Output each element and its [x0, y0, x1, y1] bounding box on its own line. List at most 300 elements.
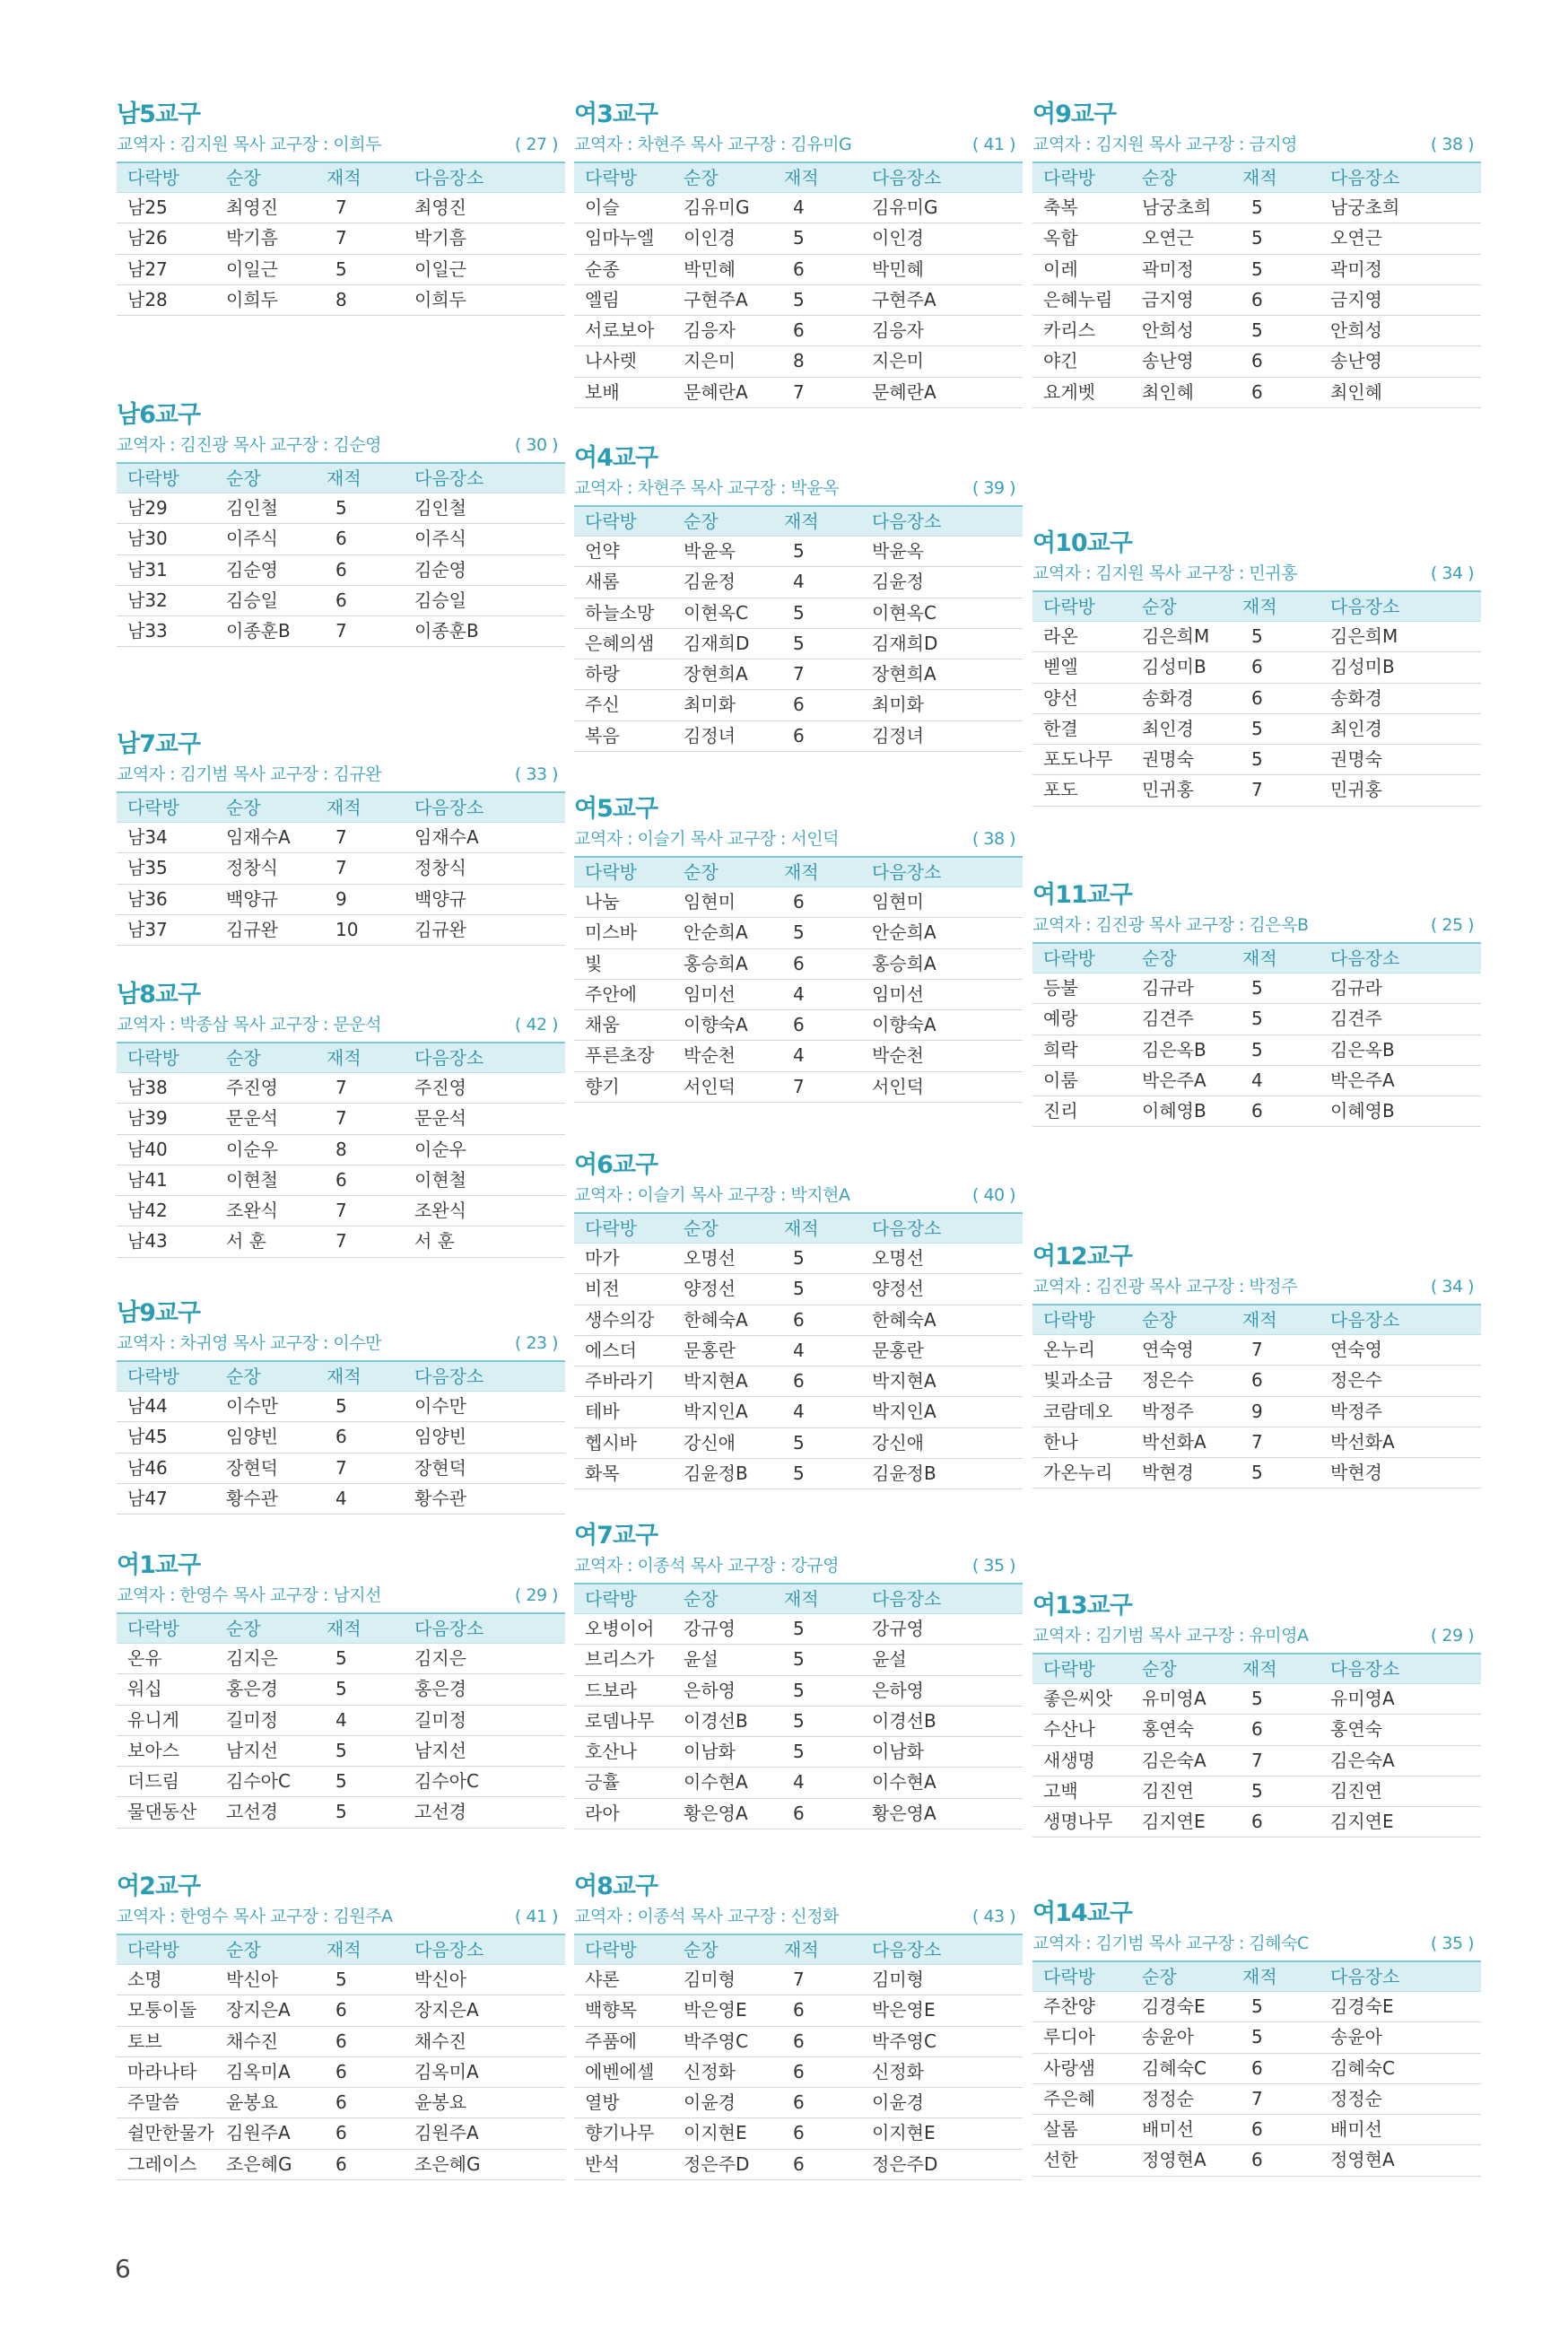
district-block [574, 99, 1023, 408]
table-row [1032, 2115, 1481, 2145]
pastor-leader-label: 교역자 : 김기범 목사 교구장 : 김규완 [117, 764, 381, 784]
table-row [574, 980, 1023, 1010]
leader-name: 김경숙E [1142, 1995, 1206, 2017]
column-header: 재적 [1242, 947, 1277, 969]
enrollment: 6 [1251, 2149, 1263, 2171]
next-location: 홍은경 [414, 1678, 466, 1700]
table-row [117, 2150, 565, 2180]
group-name: 마라나타 [127, 2060, 197, 2082]
next-location: 박기흠 [414, 227, 466, 249]
enrollment: 6 [1251, 686, 1263, 709]
next-location: 이희두 [414, 288, 466, 310]
leader-name: 김규라 [1142, 977, 1194, 999]
column-header: 순장 [226, 1618, 261, 1639]
pastor-leader-label: 교역자 : 차현주 목사 교구장 : 김유미G [574, 135, 852, 154]
member-count: ( 40 ) [971, 1185, 1015, 1205]
table-row [117, 2088, 565, 2118]
column-header: 다락방 [585, 1588, 637, 1610]
next-location: 김규완 [414, 918, 466, 940]
table-row [574, 721, 1023, 752]
next-location: 이수만 [414, 1395, 466, 1417]
district-table [1032, 162, 1481, 408]
leader-name: 유미영A [1142, 1688, 1206, 1709]
leader-name: 김성미B [1142, 656, 1206, 678]
table-row [117, 915, 565, 946]
next-location: 윤봉요 [414, 2091, 466, 2114]
member-count: ( 33 ) [514, 764, 558, 784]
group-name: 주신 [585, 694, 620, 716]
leader-name: 권명숙 [1142, 748, 1194, 771]
column-header: 순장 [684, 1218, 719, 1239]
district-block [117, 99, 565, 316]
group-name: 하랑 [585, 663, 620, 685]
enrollment: 5 [793, 1462, 805, 1485]
table-row [117, 2118, 565, 2149]
leader-name: 서 훈 [226, 1230, 266, 1253]
next-location: 김옥미A [414, 2060, 479, 2082]
table-row [574, 1072, 1023, 1103]
group-name: 한결 [1043, 717, 1078, 739]
enrollment: 5 [335, 1739, 347, 1761]
district-table [574, 1934, 1023, 2180]
enrollment: 5 [1251, 2026, 1263, 2048]
next-location: 이윤경 [872, 2091, 924, 2114]
next-location: 조완식 [414, 1200, 466, 1222]
leader-name: 김재희D [684, 632, 750, 654]
enrollment: 6 [793, 2152, 805, 2175]
district-info [574, 131, 1023, 158]
group-name: 남38 [127, 1077, 168, 1098]
pastor-leader-label: 교역자 : 차귀영 목사 교구장 : 이수만 [117, 1333, 381, 1353]
enrollment: 5 [793, 540, 805, 562]
column-header: 순장 [684, 511, 719, 532]
district-title: 남8교구 [117, 981, 201, 1008]
column-header: 다음장소 [1330, 1309, 1400, 1331]
next-location: 임양빈 [414, 1426, 466, 1448]
leader-name: 김옥미A [226, 2060, 291, 2082]
table-row [117, 1392, 565, 1422]
enrollment: 4 [793, 1401, 805, 1423]
column-header: 다락방 [127, 1939, 179, 1960]
table-row [117, 1767, 565, 1797]
table-header [1032, 944, 1481, 973]
next-location: 박정주 [1330, 1400, 1382, 1422]
leader-name: 정은수 [1142, 1369, 1194, 1392]
leader-name: 오명선 [684, 1247, 736, 1269]
table-header [574, 163, 1023, 193]
enrollment: 7 [1251, 1339, 1263, 1360]
leader-name: 박지현A [684, 1370, 748, 1392]
member-count: ( 35 ) [971, 1556, 1015, 1576]
column-header: 다락방 [1043, 1309, 1095, 1331]
leader-name: 고선경 [226, 1801, 278, 1823]
group-name: 소명 [127, 1969, 162, 1990]
district-table [1032, 1653, 1481, 1838]
enrollment: 7 [335, 1456, 347, 1479]
column-header: 순장 [1142, 1658, 1177, 1680]
table-row [117, 1196, 565, 1227]
column-header: 다락방 [1043, 947, 1095, 969]
next-location: 서인덕 [872, 1075, 924, 1097]
table-header [117, 1362, 565, 1392]
district-table [1032, 942, 1481, 1127]
group-name: 선한 [1043, 2149, 1078, 2171]
table-row [574, 1459, 1023, 1489]
enrollment: 6 [335, 528, 347, 550]
member-count: ( 23 ) [514, 1333, 558, 1353]
enrollment: 5 [793, 1679, 805, 1701]
enrollment: 6 [793, 952, 805, 974]
pastor-leader-label: 교역자 : 이종석 목사 교구장 : 강규영 [574, 1556, 839, 1576]
table-row [1032, 1777, 1481, 1807]
enrollment: 6 [793, 1308, 805, 1331]
column-header: 다락방 [585, 1939, 637, 1960]
leader-name: 김원주A [226, 2122, 291, 2144]
table-header [574, 1585, 1023, 1614]
group-name: 남34 [127, 826, 168, 848]
member-count: ( 30 ) [514, 435, 558, 455]
table-row [574, 949, 1023, 980]
leader-name: 채수진 [226, 2030, 278, 2052]
next-location: 김지은 [414, 1647, 466, 1669]
district-block [1032, 1590, 1481, 1838]
table-row [574, 1010, 1023, 1041]
next-location: 박현경 [1330, 1462, 1382, 1484]
group-name: 로뎀나무 [585, 1709, 655, 1732]
table-header [574, 858, 1023, 887]
next-location: 임현미 [872, 891, 924, 912]
pastor-leader-label: 교역자 : 김지원 목사 교구장 : 이희두 [117, 135, 381, 154]
pastor-leader-label: 교역자 : 김진광 목사 교구장 : 박정주 [1032, 1277, 1297, 1296]
member-count: ( 41 ) [971, 135, 1015, 154]
next-location: 송난영 [1330, 350, 1382, 372]
leader-name: 박윤옥 [684, 540, 736, 562]
district-info [574, 1182, 1023, 1209]
next-location: 채수진 [414, 2030, 466, 2052]
group-name: 카리스 [1043, 319, 1095, 342]
column-header: 다락방 [1043, 1658, 1095, 1680]
leader-name: 민귀홍 [1142, 779, 1194, 801]
district-table [117, 1360, 565, 1515]
enrollment: 4 [335, 1487, 347, 1509]
group-name: 백향목 [585, 1999, 637, 2021]
column-header: 다음장소 [414, 1366, 484, 1387]
enrollment: 7 [335, 1230, 347, 1253]
group-name: 남43 [127, 1230, 168, 1253]
group-name: 푸른초장 [585, 1044, 655, 1067]
leader-name: 송화경 [1142, 686, 1194, 709]
group-name: 이레 [1043, 258, 1078, 280]
enrollment: 7 [793, 1075, 805, 1097]
member-count: ( 27 ) [514, 135, 558, 154]
next-location: 장현희A [872, 663, 936, 685]
table-row [574, 1336, 1023, 1366]
next-location: 오연근 [1330, 227, 1382, 249]
next-location: 김지연E [1330, 1811, 1394, 1833]
next-location: 박주영C [872, 2030, 936, 2052]
leader-name: 박선화A [1142, 1430, 1206, 1453]
enrollment: 6 [793, 319, 805, 342]
district-info [117, 1011, 565, 1038]
column-header: 재적 [327, 1047, 362, 1069]
leader-name: 김규완 [226, 918, 278, 940]
enrollment: 6 [335, 2152, 347, 2175]
leader-name: 한혜숙A [684, 1308, 748, 1331]
enrollment: 5 [793, 1741, 805, 1763]
table-row [574, 316, 1023, 346]
column-header: 재적 [784, 1218, 819, 1239]
next-location: 김진연 [1330, 1779, 1382, 1802]
enrollment: 6 [335, 1426, 347, 1448]
table-row [1032, 316, 1481, 346]
group-name: 새생명 [1043, 1749, 1095, 1771]
enrollment: 7 [793, 1969, 805, 1990]
table-row [117, 823, 565, 853]
leader-name: 이윤경 [684, 2091, 736, 2114]
enrollment: 6 [1251, 1811, 1263, 1833]
leader-name: 남궁초희 [1142, 196, 1212, 218]
column-header: 순장 [1142, 596, 1177, 617]
next-location: 김경숙E [1330, 1995, 1394, 2017]
group-name: 임마누엘 [585, 227, 655, 249]
next-location: 지은미 [872, 350, 924, 372]
leader-name: 김미형 [684, 1969, 736, 1990]
district-title: 여3교구 [574, 100, 658, 128]
enrollment: 4 [793, 1339, 805, 1361]
table-row [117, 1227, 565, 1257]
table-row [1032, 745, 1481, 775]
leader-name: 장현덕 [226, 1456, 278, 1479]
next-location: 김재희D [872, 632, 938, 654]
leader-name: 박은영E [684, 1999, 747, 2021]
group-name: 에벤에셀 [585, 2060, 655, 2082]
next-location: 정은수 [1330, 1369, 1382, 1392]
district-info [1032, 1622, 1481, 1649]
pastor-leader-label: 교역자 : 김지원 목사 교구장 : 금지영 [1032, 135, 1297, 154]
group-name: 반석 [585, 2152, 620, 2175]
enrollment: 5 [1251, 977, 1263, 999]
leader-name: 홍연숙 [1142, 1718, 1194, 1741]
table-row [117, 493, 565, 524]
column-header: 다음장소 [414, 1939, 484, 1960]
district-title: 여7교구 [574, 1522, 658, 1550]
group-name: 코람데오 [1043, 1400, 1113, 1422]
group-name: 남41 [127, 1168, 168, 1191]
next-location: 박은영E [872, 1999, 936, 2021]
leader-name: 박신아 [226, 1969, 278, 1990]
leader-name: 최영진 [226, 196, 278, 218]
group-name: 남47 [127, 1487, 168, 1509]
group-name: 남32 [127, 589, 168, 611]
group-name: 빛과소금 [1043, 1369, 1113, 1392]
group-name: 살롬 [1043, 2118, 1078, 2141]
table-row [574, 1428, 1023, 1459]
leader-name: 김윤정B [684, 1462, 748, 1485]
column-header: 순장 [684, 861, 719, 883]
leader-name: 금지영 [1142, 288, 1194, 310]
column-header: 순장 [1142, 947, 1177, 969]
column-header: 재적 [784, 1939, 819, 1960]
leader-name: 김혜숙C [1142, 2056, 1206, 2079]
table-row [574, 887, 1023, 918]
leader-name: 송난영 [1142, 350, 1194, 372]
leader-name: 백양규 [226, 887, 278, 910]
table-row [117, 1454, 565, 1484]
group-name: 요게벳 [1043, 380, 1095, 403]
table-row [574, 193, 1023, 223]
leader-name: 김은숙A [1142, 1749, 1206, 1771]
next-location: 박민혜 [872, 258, 924, 280]
column-header: 재적 [784, 511, 819, 532]
table-header [574, 1935, 1023, 1965]
member-count: ( 25 ) [1430, 915, 1474, 935]
next-location: 이수현A [872, 1771, 936, 1794]
table-header [117, 163, 565, 193]
next-location: 박순천 [872, 1044, 924, 1067]
next-location: 서 훈 [414, 1230, 455, 1253]
table-row [574, 1799, 1023, 1829]
group-name: 워십 [127, 1678, 162, 1700]
table-row [117, 1073, 565, 1104]
column-header: 순장 [684, 1939, 719, 1960]
leader-name: 김지연E [1142, 1811, 1206, 1833]
next-location: 김은숙A [1330, 1749, 1395, 1771]
group-name: 남39 [127, 1107, 168, 1130]
district-title: 여11교구 [1032, 881, 1132, 909]
leader-name: 남지선 [226, 1739, 278, 1761]
table-row [117, 1797, 565, 1828]
enrollment: 7 [335, 227, 347, 249]
column-header: 순장 [1142, 167, 1177, 188]
column-header: 순장 [226, 1047, 261, 1069]
table-row [574, 1737, 1023, 1768]
group-name: 미스바 [585, 921, 637, 944]
enrollment: 4 [793, 1771, 805, 1794]
table-row [574, 629, 1023, 659]
group-name: 남27 [127, 258, 168, 280]
leader-name: 홍은경 [226, 1678, 278, 1700]
group-name: 은혜의샘 [585, 632, 655, 654]
enrollment: 8 [335, 1138, 347, 1160]
leader-name: 김승일 [226, 589, 278, 611]
district-title: 여2교구 [117, 1873, 201, 1900]
table-row [117, 285, 565, 316]
next-location: 김수아C [414, 1770, 479, 1793]
leader-name: 이남화 [684, 1741, 736, 1763]
district-title: 여1교구 [117, 1551, 201, 1579]
next-location: 조은혜G [414, 2152, 481, 2175]
table-header [1032, 1305, 1481, 1335]
column-header: 재적 [1242, 1309, 1277, 1331]
leader-name: 오연근 [1142, 227, 1194, 249]
next-location: 임재수A [414, 826, 479, 848]
group-name: 축복 [1043, 196, 1078, 218]
enrollment: 6 [1251, 656, 1263, 678]
district-table [574, 1583, 1023, 1829]
column-header: 다음장소 [1330, 947, 1400, 969]
group-name: 좋은씨앗 [1043, 1688, 1113, 1709]
table-row [1032, 2084, 1481, 2115]
leader-name: 이혜영B [1142, 1100, 1206, 1122]
table-row [574, 1274, 1023, 1305]
table-row [117, 255, 565, 285]
table-row [1032, 1807, 1481, 1838]
leader-name: 박주영C [684, 2030, 748, 2052]
member-count: ( 38 ) [1430, 135, 1474, 154]
table-row [117, 1674, 565, 1705]
enrollment: 6 [793, 1014, 805, 1036]
next-location: 김미형 [872, 1969, 924, 1990]
next-location: 길미정 [414, 1708, 466, 1731]
district-info [1032, 1273, 1481, 1300]
table-row [117, 1484, 565, 1515]
next-location: 김정녀 [872, 724, 924, 746]
table-row [574, 378, 1023, 408]
district-block [1032, 528, 1481, 807]
group-name: 나눔 [585, 891, 620, 912]
table-row [1032, 1096, 1481, 1127]
column-header: 다락방 [127, 1047, 179, 1069]
column-header: 재적 [1242, 1966, 1277, 1987]
pastor-leader-label: 교역자 : 한영수 목사 교구장 : 남지선 [117, 1585, 381, 1605]
leader-name: 지은미 [684, 350, 736, 372]
column-header: 다음장소 [872, 167, 942, 188]
next-location: 김혜숙C [1330, 2056, 1395, 2079]
enrollment: 6 [793, 891, 805, 912]
member-count: ( 34 ) [1430, 1277, 1474, 1296]
table-row [1032, 346, 1481, 377]
column-header: 다음장소 [414, 797, 484, 818]
next-location: 박신아 [414, 1969, 466, 1990]
next-location: 송윤아 [1330, 2026, 1382, 2048]
district-table [117, 162, 565, 316]
leader-name: 황수관 [226, 1487, 278, 1509]
pastor-leader-label: 교역자 : 박종삼 목사 교구장 : 문운석 [117, 1015, 381, 1035]
group-name: 벧엘 [1043, 656, 1078, 678]
enrollment: 6 [335, 558, 347, 581]
group-name: 포도나무 [1043, 748, 1113, 771]
next-location: 금지영 [1330, 288, 1382, 310]
leader-name: 조은혜G [226, 2152, 292, 2175]
enrollment: 7 [335, 196, 347, 218]
district-title: 여8교구 [574, 1873, 658, 1900]
table-row [1032, 622, 1481, 652]
table-header [1032, 163, 1481, 193]
table-row [1032, 1366, 1481, 1396]
column-header: 순장 [1142, 1309, 1177, 1331]
column-header: 재적 [327, 1618, 362, 1639]
next-location: 문혜란A [872, 380, 936, 403]
next-location: 연숙영 [1330, 1339, 1382, 1360]
table-row [574, 285, 1023, 316]
district-block [1032, 1241, 1481, 1489]
leader-name: 장지은A [226, 1999, 291, 2021]
leader-name: 양정선 [684, 1278, 736, 1300]
leader-name: 구현주A [684, 288, 748, 310]
leader-name: 김견주 [1142, 1008, 1194, 1030]
column-header: 다락방 [127, 1366, 179, 1387]
leader-name: 임재수A [226, 826, 291, 848]
district-info [1032, 131, 1481, 158]
leader-name: 주진영 [226, 1077, 278, 1098]
enrollment: 5 [1251, 1008, 1263, 1030]
table-header [574, 1214, 1023, 1244]
group-name: 나사렛 [585, 350, 637, 372]
group-name: 수산나 [1043, 1718, 1095, 1741]
next-location: 김원주A [414, 2122, 479, 2144]
next-location: 문운석 [414, 1107, 466, 1130]
enrollment: 5 [793, 1431, 805, 1454]
